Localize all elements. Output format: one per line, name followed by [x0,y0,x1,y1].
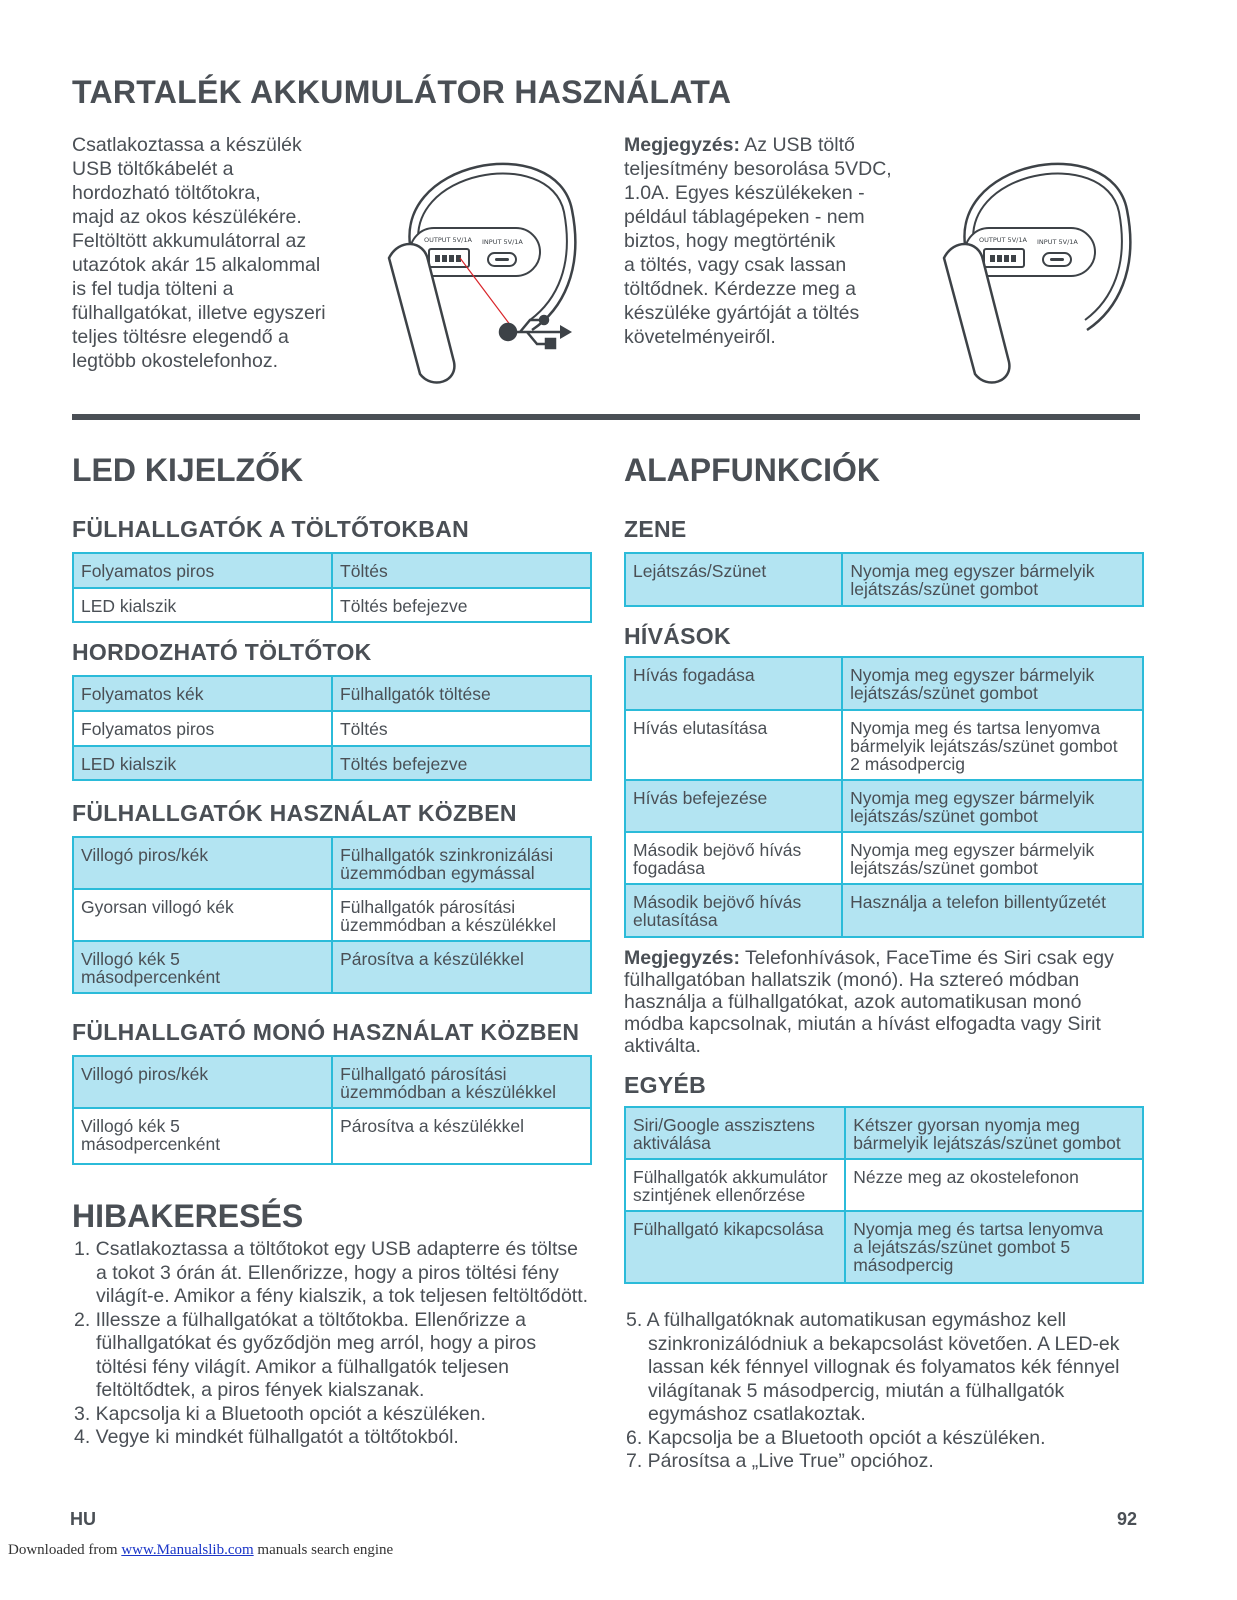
table-row: Folyamatos piros Töltés [73,553,591,588]
list-item: 2. Illessze a fülhallgatókat a töltőtokba. Ellenőrizze a fülhallgatókat és győződjön meg arról, hogy a piros töltési fény világít. Amikor a fülhallgatók teljesen feltöltődtek, a piros fények kialszanak. [74,1308,537,1401]
table-row: Folyamatos kék Fülhallgatók töltése [73,676,591,711]
table-row: Villogó kék 5 másodpercenként Párosítva a készülékkel [73,941,591,993]
battery-title: TARTALÉK AKKUMULÁTOR HASZNÁLATA [72,74,732,110]
trouble-title: HIBAKERESÉS [72,1198,304,1234]
led-s4-title: FÜLHALLGATÓ MONÓ HASZNÁLAT KÖZBEN [72,1019,580,1045]
table-row: Hívás fogadása Nyomja meg egyszer bármelyik lejátszás/szünet gombot [625,657,1143,710]
calls-title: HÍVÁSOK [624,623,731,649]
led-title: LED KIJELZŐK [72,452,304,488]
manualslib-link[interactable]: www.Manualslib.com [121,1542,254,1558]
other-table [624,1106,1144,1284]
table-row: Fülhallgatók akkumulátor szintjének ellenőrzése Nézze meg az okostelefonon [625,1159,1143,1211]
note-label: Megjegyzés: [624,134,740,156]
download-credit: Downloaded from www.Manualslib.com manuals search engine [8,1542,394,1558]
table-row: Folyamatos piros Töltés [73,711,591,746]
led-s4-table [72,1055,592,1165]
table-row: Lejátszás/Szünet Nyomja meg egyszer bármelyik lejátszás/szünet gombot [625,553,1143,606]
table-row: Második bejövő hívás elutasítása Használja a telefon billentyűzetét [625,884,1143,937]
led-s2-table [72,675,592,781]
charging-case-usb-illustration [362,140,592,390]
trouble-steps-continued [624,1309,1144,1474]
table-row: Gyorsan villogó kék Fülhallgatók párosítási üzemmódban a készülékkel [73,889,591,941]
port-output-label: OUTPUT 5V/1A [424,236,472,244]
other-title: EGYÉB [624,1072,707,1098]
list-item: 6. Kapcsolja be a Bluetooth opciót a készüléken. [626,1426,1046,1449]
section-divider [72,414,1140,420]
trouble-steps [72,1238,592,1450]
table-row: Második bejövő hívás fogadása Nyomja meg egyszer bármelyik lejátszás/szünet gombot [625,832,1143,884]
port-input-label: INPUT 5V/1A [1037,238,1078,246]
led-s1-title: FÜLHALLGATÓK A TÖLTŐTOKBAN [72,516,470,542]
list-item: 7. Párosítsa a „Live True” opcióhoz. [626,1450,934,1472]
list-item: 1. Csatlakoztassa a töltőtokot egy USB adapterre és töltse a tokot 3 órán át. Ellenőrizze, hogy a piros töltési fény világít-e. Amikor a fény kialszik, a tok teljesen feltöltődött. [74,1238,589,1307]
table-row: Hívás elutasítása Nyomja meg és tartsa lenyomva bármelyik lejátszás/szünet gombot 2 másodpercig [625,710,1143,780]
table-row: Hívás befejezése Nyomja meg egyszer bármelyik lejátszás/szünet gombot [625,780,1143,832]
table-row: Fülhallgató kikapcsolása Nyomja meg és tartsa lenyomva a lejátszás/szünet gombot 5 másodpercig [625,1211,1143,1283]
calls-note: Megjegyzés: Telefonhívások, FaceTime és Siri csak egy fülhallgatóban hallatszik (monó). Ha sztereó módban használja a fülhallgatókat, azok automatikusan monó módba kapcsolnak, miután a hívást elfogadta vagy Sirit aktiválta. [624,947,1114,1057]
charging-case-illustration [917,140,1147,390]
led-s3-table [72,836,592,994]
port-output-label: OUTPUT 5V/1A [979,236,1027,244]
table-row: LED kialszik Töltés befejezve [73,588,591,622]
table-row: Villogó piros/kék Fülhallgatók szinkronizálási üzemmódban egymással [73,837,591,889]
note-label: Megjegyzés: [624,947,740,969]
list-item: 5. A fülhallgatóknak automatikusan egymáshoz kell szinkronizálódniuk a bekapcsolást követően. A LED-ek lassan kék fénnyel villognak és folyamatos kék fénnyel világítanak 5 másodpercig, miután a fülhallgatók egymáshoz csatlakoztak. [626,1309,1120,1425]
music-table [624,552,1144,607]
led-s1-table [72,552,592,623]
table-row: Siri/Google asszisztens aktiválása Kétszer gyorsan nyomja meg bármelyik lejátszás/szünet gombot [625,1107,1143,1159]
led-s3-title: FÜLHALLGATÓK HASZNÁLAT KÖZBEN [72,800,517,826]
basic-title: ALAPFUNKCIÓK [624,452,880,488]
table-row: Villogó kék 5 másodpercenként Párosítva a készülékkel [73,1108,591,1164]
music-title: ZENE [624,516,687,542]
calls-table [624,656,1144,938]
battery-note: Megjegyzés: Az USB töltő teljesítmény besorolása 5VDC, 1.0A. Egyes készülékeken - például táblagépeken - nem biztos, hogy megtörténik a töltés, vagy csak lassan töltődnek. Kérdezze meg a készüléke gyártóját a töltés követelményeiről. [624,134,892,348]
table-row: Villogó piros/kék Fülhallgató párosítási üzemmódban a készülékkel [73,1056,591,1108]
usb-icon [500,316,572,348]
led-s2-title: HORDOZHATÓ TÖLTŐTOK [72,639,372,665]
port-input-label: INPUT 5V/1A [482,238,523,246]
page-number: 92 [1117,1509,1138,1529]
list-item: 4. Vegye ki mindkét fülhallgatót a töltőtokból. [74,1426,459,1448]
language-code: HU [70,1509,96,1529]
battery-description: Csatlakoztassa a készülék USB töltőkábelét a hordozható töltőtokra, majd az okos készülékére. Feltöltött akkumulátorral az utazótok akár 15 alkalommal is fel tudja tölteni a fülhallgatókat, illetve egyszeri teljes töltésre elegendő a legtöbb okostelefonhoz. [72,134,326,372]
table-row: LED kialszik Töltés befejezve [73,746,591,780]
list-item: 3. Kapcsolja ki a Bluetooth opciót a készüléken. [74,1402,486,1425]
